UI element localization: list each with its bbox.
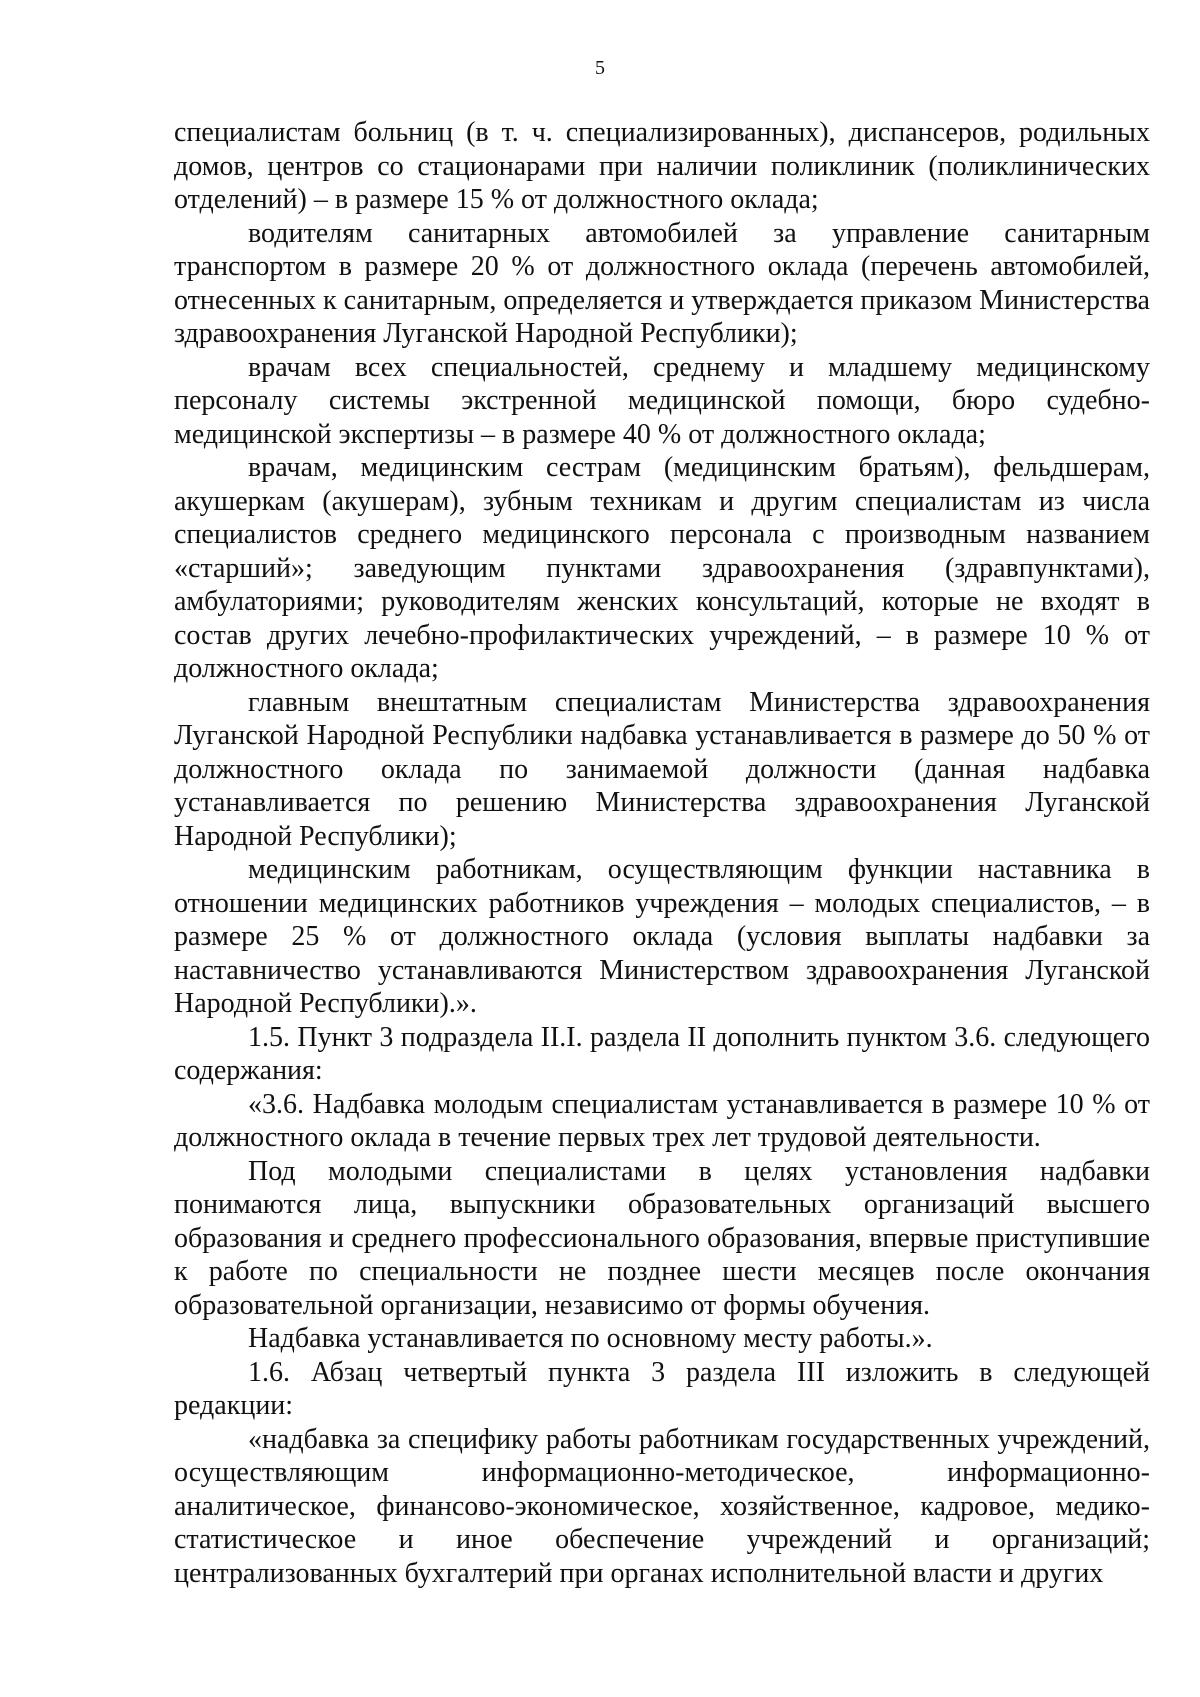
paragraph-clause-1-6: 1.6. Абзац четвертый пункта 3 раздела III изложить в следующей редакции:	[174, 1356, 1150, 1421]
paragraph-emergency-staff: врачам всех специальностей, среднему и младшему медицинскому персоналу системы экстренной медицинской помощи, бюро судебно-медицинской экспертизы – в размере 40 % от должностного оклада;	[174, 351, 1150, 450]
paragraph-chief-specialists: главным внештатным специалистам Министерства здравоохранения Луганской Народной Республики надбавка устанавливается в размере до 50 % от должностного оклада по занимаемой должности (данная надбавка устанавливается по решению Министерства здравоохранения Луганской Народной Республики);	[174, 686, 1150, 852]
paragraph-hospital-specialists: специалистам больниц (в т. ч. специализированных), диспансеров, родильных домов, центров со стационарами при наличии поликлиник (поликлинических отделений) – в размере 15 % от должностного оклада;	[174, 117, 1150, 215]
paragraph-specific-work-bonus: «надбавка за специфику работы работникам государственных учреждений, осуществляющим информационно-методическое, информационно-аналитическое, финансово-экономическое, хозяйственное, кадровое, медико-статистическое и иное обеспечение учреждений и организаций; централизованных бухгалтерий при органах исполнительной власти и других	[174, 1423, 1150, 1589]
paragraph-clause-3-6: «3.6. Надбавка молодым специалистам устанавливается в размере 10 % от должностного оклада в течение первых трех лет трудовой деятельности.	[174, 1088, 1150, 1153]
paragraph-main-workplace: Надбавка устанавливается по основному месту работы.».	[248, 1323, 933, 1354]
page-number: 5	[595, 57, 605, 79]
paragraph-clause-1-5: 1.5. Пункт 3 подраздела II.I. раздела II дополнить пунктом 3.6. следующего содержания:	[174, 1021, 1150, 1086]
paragraph-mentors: медицинским работникам, осуществляющим функции наставника в отношении медицинских работников учреждения – молодых специалистов, – в размере 25 % от должностного оклада (условия выплаты надбавки за наставничество устанавливаются Министерством здравоохранения Луганской Народной Республики).».	[174, 854, 1150, 1019]
paragraph-ambulance-drivers: водителям санитарных автомобилей за управление санитарным транспортом в размере 20 % от должностного оклада (перечень автомобилей, отнесенных к санитарным, определяется и утверждается приказом Министерства здравоохранения Луганской Народной Республики);	[174, 217, 1150, 349]
document-body	[174, 116, 1150, 1590]
paragraph-young-specialists-definition: Под молодыми специалистами в целях установления надбавки понимаются лица, выпускники образовательных организаций высшего образования и среднего профессионального образования, впервые приступившие к работе по специальности не позднее шести месяцев после окончания образовательной организации, независимо от формы обучения.	[174, 1155, 1150, 1321]
paragraph-senior-staff: врачам, медицинским сестрам (медицинским братьям), фельдшерам, акушеркам (акушерам), зубным техникам и другим специалистам из числа специалистов среднего медицинского персонала с производным названием «старший»; заведующим пунктами здравоохранения (здравпунктами), амбулаториями; руководителям женских консультаций, которые не входят в состав других лечебно-профилактических учреждений, – в размере 10 % от должностного оклада;	[174, 452, 1150, 684]
